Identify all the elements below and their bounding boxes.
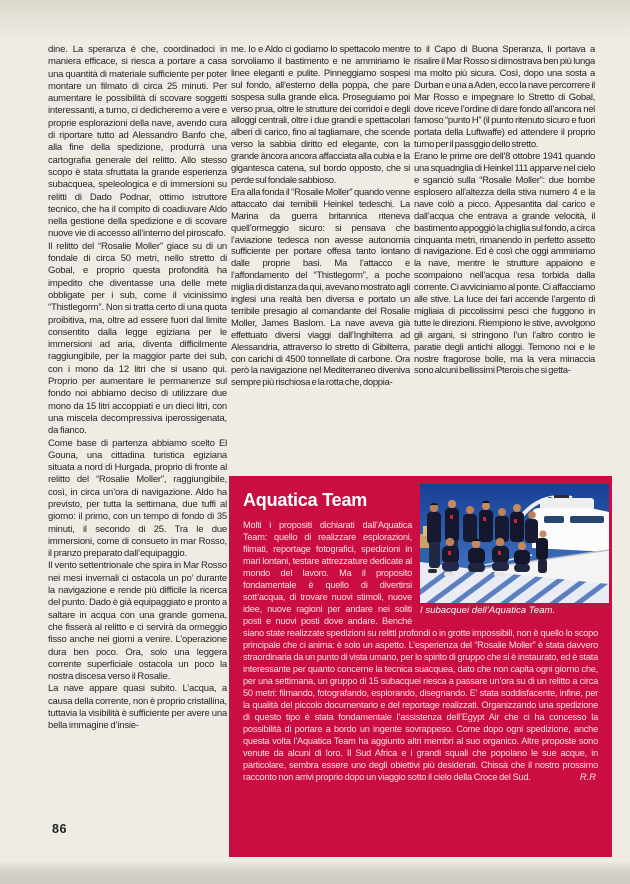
photo-caption: I subacquei dell’Aquatica Team. [420, 605, 556, 616]
article-column-3 [414, 44, 595, 472]
team-photo [420, 484, 609, 603]
article-paragraph: dine. La speranza è che, coordinadoci in maniera efficace, si riesca a portare a casa una quantità di materiale sufficiente per poter montare un filmato di circa 25 minuti. Per aumentare le possibilità di scovare soggetti interessanti, a turno, ci dedicheremo a vere e proprie esplorazioni della nave, avendo cura di riportare tutto ad Alessandro Banfo che, alla fine della spedizione, produrrà una cartografia generale del relitto. Allo stesso scopo è stata sfruttata la grande esperienza subacquea, speleologica e di immersioni su relitti di Dado Podnar, ottimo istruttore tecnico, che ha il compito di coadiuvare Aldo nella gestione della spedizione e di scovare nuove vie di accesso all’interno del piroscafo. [48, 44, 227, 240]
article-paragraph: me. Io e Aldo ci godiamo lo spettacolo mentre sorvoliamo il bastimento e ne ammiriamo le linee eleganti e pulite. Pinneggiamo sospesi sul fondo, all’esterno della poppa, che pare sospesa sulla grande elica. Proseguiamo poi verso prua, oltre le strutture dei corridoi e degli alloggi centrali, oltre i due grandi e spettacolari alberi di carico, fino al tagliamare, che scende verso la sabbia diritto ed elegante, con la grande àncora ancora affacciata alla cubia e la gigantesca catena, sul bordo opposto, che si perde sul fondale sabbioso. [231, 44, 410, 186]
article-paragraph: to il Capo di Buona Speranza, li portava a risalire il Mar Rosso si dimostrava ben più lunga ma molto più sicura. Così, dopo una sosta a Durban e una a Aden, ecco la nave percorrere il Mar Rosso e impegnare lo Stretto di Gobal, dove riceve l’ordine di dare fondo all’ancora nel famoso “punto H” (il punto ritenuto sicuro e fuori portata della Luftwaffe) ed attendere il proprio turno per il passggio dello stretto. [414, 44, 595, 151]
page-top-scan-shadow [0, 0, 630, 42]
article-paragraph: Il relitto del “Rosalie Moller” giace su di un fondale di circa 50 metri, nello stretto di Gobal, e proprio questa profondità ha impedito che diventasse una delle mete obbligate per i sub, come il vicinissimo “Thistlegorm”. Non si tratta certo di una quota proibitiva, ma, oltre ad essere fuori dal limite consentito dalla legge egiziana per le immersioni ad aria, diventa difficilmente raggiungibile, per la maggior parte dei sub, con i mono da 12 litri che si usano qui. Proprio per aumentare le permanenze sul fondo noi abbiamo deciso di utilizzare due mono da 15 litri accoppiati e un dieci litri, con una miscela decompressiva iperossigenata, da fianco. [48, 240, 227, 437]
author-signature: R.R [579, 771, 596, 782]
page-bottom-scan-shadow [0, 862, 630, 884]
aquatica-team-box [229, 476, 612, 857]
aquatica-team-body: Molti i propositi dichiarati dall’Aquatica Team: quello di realizzare esplorazioni, filmati, reportage fotografici, spedizioni in mari lontani, testare attrezzature dedicate al mondo del lavoro. Ma il proposito fondamentale è quello di divertirsi sott’acqua, di trovare nuovi stimoli, nuove idee, nuove ragioni per andare nei soliti posti e nuovi posti dove andare. Benché siano state realizzate spedizioni su relitti profondi o in grotte impossibili, non è quello lo scopo principale che ci anima: è solo un aspetto. L’esperienza del “Rosalie Moller” è stata davvero straordinaria da un punto di vista umano, per lo spirito di gruppo che si è instaurato, ed è stata interessante per quanto concerne la tecnica suacquea, dato che non capita ogni giorno che, per una settimana, un gruppo di 15 subacquei riesca a passare un’ora su di un relitto a circa 50 metri: filmando, fotografando, esplorando, disegnando. E’ stata soddisfacente, infine, per la qualità del piccolo documentario e del reportage realizzati. Organizzando una spedizione di questo tipo è stata fondamentale l’assistenza dell’Egypt Air che ci ha concesso la possibilità di portare a bordo un ingente sovrappeso. Come dopo ogni spedizione, anche questa volta l’Aquatica Team ha aggiunto altri membri al suo organico. Altre proposte sono venute da alcuni di loro. Il Sud Africa e i grandi squali che popolano le sue acque, in particolare, sembra essere uno degli obiettivi più desiderati. Chissà che il nostro prossimo racconto non arrivi proprio dopo un viaggio sotto il cielo della Croce del Sud. [243, 520, 598, 782]
page-number: 86 [52, 822, 67, 836]
article-paragraph: La nave appare quasi subito. L’acqua, a causa della corrente, non è proprio cristallina, tuttavia la visibilità è sufficiente per avere una bella immagine d’insie- [48, 683, 227, 732]
article-column-2 [231, 44, 410, 472]
article-paragraph: Come base di partenza abbiamo scelto El Gouna, una cittadina turistica egiziana situata a nord di Hurgada, proprio di fronte al relitto del “Rosalie Moller”, raggiungibile, così, in circa un’ora di navigazione. Aldo ha previsto, per tutta la settimana, due tuffi al giorno: il primo, con un tempo di fondo di 35 minuti, il secondo di 25. Tra le due immersioni, come di consueto in mar Rosso, il pranzo preparato dall’equipaggio. [48, 437, 227, 560]
article-paragraph: Era alla fonda il “Rosalie Moller” quando venne attaccato dai temibili Heinkel tedeschi. La Marina da guerra britannica riteneva quell’ormeggio sicuro: si pensava che l’aviazione tedesca non avesse autonomia sufficiente per portare offesa tanto lontano dalle proprie basi. Ma l’attacco e l’affondamento del “Thistlegorm”, a poche miglia di distanza da qui, avevano mostrato agli inglesi una realtà ben diversa e portato un terribile presagio al comandante del Rosalie Moller, James Baslom. La nave aveva già effettuato diversi viaggi dall’Inghilterra ad Alessandria, attraverso lo stretto di Gibilterra, con carichi di 4500 tonnellate di carbone. Ora però la navigazione nel Mediterraneo diveniva sempre più rischiosa e la rotta che, doppia- [231, 186, 410, 389]
team-photo-block [420, 484, 609, 617]
article-paragraph: Il vento settentrionale che spira in Mar Rosso nei mesi invernali ci ostacola un po’ durante la navigazione e rende più difficile la ricerca del punto. Dado è già equipaggiato e pronto a saltare in acqua con una grande gomena, che fisserà al relitto e ci servirà da ormeggio fisso anche nei giorni a venire. L’operazione dura ben poco. Ora, solo una leggera corrente superficiale ostacola un poco la nostra discesa verso il Rosalie. [48, 560, 227, 683]
aquatica-team-title: Aquatica Team [243, 490, 368, 510]
article-column-1 [48, 44, 227, 806]
article-paragraph: Erano le prime ore dell’8 ottobre 1941 quando una squadriglia di Heinkel 111 apparve nel cielo e sganciò sulla “Rosalie Moller”: due bombe esplosero all’altezza della stiva numero 4 e la nave colò a picco. Appesantita dal carico e dall’acqua che entrava a grande velocità, il bastimento appoggiò la chiglia sul fondo, a circa cinquanta metri, rimanendo in perfetto assetto di navigazione. Ed è così che oggi ammiriamo la nave, mentre le strutture appaiono e scompaiono nell’acqua resa torbida dalla corrente. Ci avviciniamo al ponte. Ci affacciamo alle stive. La luce dei fari accende l’argento di migliaia di piccolissimi pesci che fuggono in tutte le direzioni. Riempiono le stive, avvolgono gli argani, si stringono l’un l’altro contro le paratie degli antichi alloggi. Temono noi e le nostre fragorose bolle, ma la vera minaccia sono alcuni bellissimi Pterois che si getta- [414, 151, 595, 377]
